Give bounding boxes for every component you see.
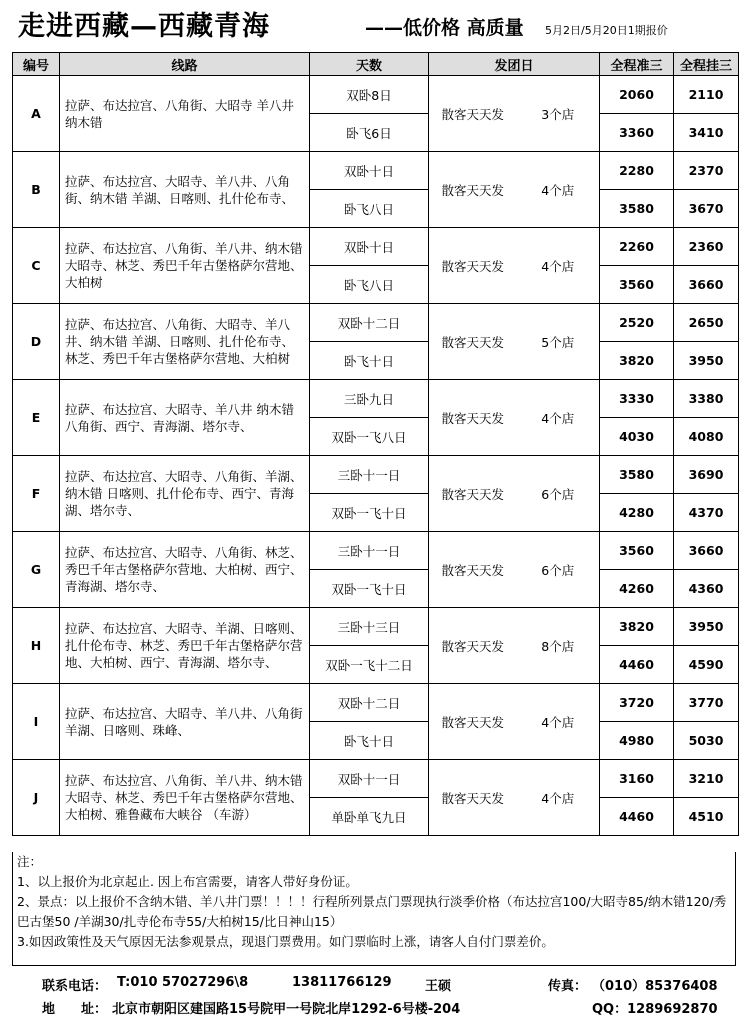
duration-option: 双卧十二日 [310,304,429,342]
note-item: 3.如因政策性及天气原因无法参观景点，现退门票费用。如门票临时上涨，请客人自付门票差价。 [17,934,554,949]
route-description: 拉萨、布达拉宫、八角街、羊八井、纳木错 大昭寺、林芝、秀巴千年古堡格萨尔营地、大柏树 [60,228,310,304]
price-hang: 3210 [674,760,739,798]
table-row [13,608,739,646]
fax-label: 传真： [548,979,588,994]
note-item: 2、景点：以上报价不含纳木错、羊八井门票！！！！行程所列景点门票现执行淡季价格（布达拉宫100/大昭寺85/纳木错120/秀巴古堡50 /羊湖30/扎寺伦布寺55/大柏树15/比日神山15） [17,894,727,929]
price-hang: 3660 [674,532,739,570]
route-description: 拉萨、布达拉宫、大昭寺、羊八井 纳木错 八角街、西宁、青海湖、塔尔寺、 [60,380,310,456]
note-item: 1、以上报价为北京起止. 因上布宫需要，请客人带好身份证。 [17,874,358,889]
duration-option: 卧飞十日 [310,722,429,760]
price-hang: 4080 [674,418,739,456]
col-header-price-std: 全程准三 [600,53,674,76]
route-code: I [13,684,60,760]
price-standard: 4460 [600,646,674,684]
notes-heading: 注： [17,854,43,869]
duration-option: 卧飞八日 [310,190,429,228]
col-header-code: 编号 [13,53,60,76]
duration-option: 三卧十三日 [310,608,429,646]
price-standard: 3580 [600,456,674,494]
col-header-route: 线路 [60,53,310,76]
departure-schedule: 散客天天发 [429,456,517,532]
price-hang: 3670 [674,190,739,228]
col-header-depart: 发团日 [429,53,600,76]
table-row [13,228,739,266]
price-standard: 2280 [600,152,674,190]
notes-section [12,852,736,966]
table-row [13,76,739,114]
duration-option: 三卧九日 [310,380,429,418]
route-code: G [13,532,60,608]
route-description: 拉萨、布达拉宫、大昭寺、羊湖、日喀则、扎什伦布寺、林芝、秀巴千年古堡格萨尔营地、大柏树、西宁、青海湖、塔尔寺、 [60,608,310,684]
shop-count: 8个店 [517,608,600,684]
price-standard: 2520 [600,304,674,342]
price-hang: 3950 [674,608,739,646]
shop-count: 4个店 [517,380,600,456]
route-description: 拉萨、布达拉宫、大昭寺、羊八井、八角街、纳木错 羊湖、日喀则、扎什伦布寺、 [60,152,310,228]
route-description: 拉萨、布达拉宫、八角街、大昭寺 羊八井 纳木错 [60,76,310,152]
address-text: 北京市朝阳区建国路15号院甲一号院北岸1292-6号楼-204 [112,1002,461,1017]
duration-option: 卧飞6日 [310,114,429,152]
price-standard: 4280 [600,494,674,532]
price-standard: 3360 [600,114,674,152]
route-description: 拉萨、布达拉宫、大昭寺、八角街、林芝、秀巴千年古堡格萨尔营地、大柏树、西宁、青海湖、塔尔寺、 [60,532,310,608]
price-standard: 2260 [600,228,674,266]
route-code: A [13,76,60,152]
table-header-row [13,53,739,76]
price-standard: 4460 [600,798,674,836]
departure-schedule: 散客天天发 [429,304,517,380]
duration-option: 双卧十一日 [310,760,429,798]
col-header-days: 天数 [310,53,429,76]
fax-number: （010）85376408 [592,979,718,994]
price-standard: 4260 [600,570,674,608]
duration-option: 双卧十日 [310,152,429,190]
price-standard: 4980 [600,722,674,760]
price-standard: 3330 [600,380,674,418]
departure-schedule: 散客天天发 [429,152,517,228]
duration-option: 双卧8日 [310,76,429,114]
duration-option: 双卧一飞十日 [310,494,429,532]
qq-number: QQ：1289692870 [592,1002,718,1017]
duration-option: 双卧十日 [310,228,429,266]
contact-person: 王硕 [425,979,452,994]
route-description: 拉萨、布达拉宫、八角街、大昭寺、羊八井、纳木错 羊湖、日喀则、扎什伦布寺、林芝、秀巴千年古堡格萨尔营地、大柏树 [60,304,310,380]
table-row [13,456,739,494]
table-row [13,304,739,342]
price-standard: 3560 [600,266,674,304]
page-subtitle: ——低价格 高质量 [365,17,524,39]
price-hang: 4370 [674,494,739,532]
contact-mobile: 13811766129 [292,975,392,990]
shop-count: 4个店 [517,684,600,760]
duration-option: 双卧一飞十二日 [310,646,429,684]
table-row [13,380,739,418]
route-code: E [13,380,60,456]
price-hang: 2370 [674,152,739,190]
price-hang: 3690 [674,456,739,494]
departure-schedule: 散客天天发 [429,532,517,608]
contact-label: 联系电话： [42,979,108,994]
table-row [13,684,739,722]
table-row [13,760,739,798]
price-standard: 3720 [600,684,674,722]
route-price-table [12,52,739,836]
address-label: 地 址： [42,1002,108,1017]
shop-count: 4个店 [517,228,600,304]
price-standard: 4030 [600,418,674,456]
price-hang: 2360 [674,228,739,266]
page-header [0,0,749,52]
route-code: D [13,304,60,380]
duration-option: 卧飞八日 [310,266,429,304]
price-standard: 3820 [600,342,674,380]
duration-option: 单卧单飞九日 [310,798,429,836]
price-standard: 3820 [600,608,674,646]
departure-schedule: 散客天天发 [429,380,517,456]
price-hang: 3770 [674,684,739,722]
table-row [13,152,739,190]
shop-count: 6个店 [517,456,600,532]
price-standard: 3160 [600,760,674,798]
route-code: C [13,228,60,304]
duration-option: 卧飞十日 [310,342,429,380]
price-hang: 4590 [674,646,739,684]
departure-schedule: 散客天天发 [429,608,517,684]
price-standard: 3560 [600,532,674,570]
shop-count: 4个店 [517,152,600,228]
table-row [13,532,739,570]
route-code: J [13,760,60,836]
duration-option: 双卧一飞八日 [310,418,429,456]
departure-schedule: 散客天天发 [429,228,517,304]
route-code: H [13,608,60,684]
contact-tel: T:010 57027296\8 [117,975,249,990]
price-hang: 3660 [674,266,739,304]
quote-period: 5月2日/5月20日1期报价 [545,24,668,37]
price-hang: 4360 [674,570,739,608]
price-hang: 3380 [674,380,739,418]
shop-count: 3个店 [517,76,600,152]
route-description: 拉萨、布达拉宫、八角街、羊八井、纳木错 大昭寺、林芝、秀巴千年古堡格萨尔营地、大柏树、雅鲁藏布大峡谷 （车游） [60,760,310,836]
price-standard: 3580 [600,190,674,228]
departure-schedule: 散客天天发 [429,684,517,760]
price-hang: 4510 [674,798,739,836]
route-description: 拉萨、布达拉宫、大昭寺、羊八井、八角街羊湖、日喀则、珠峰、 [60,684,310,760]
departure-schedule: 散客天天发 [429,760,517,836]
price-standard: 2060 [600,76,674,114]
page-title: 走进西藏—西藏青海 [18,11,270,42]
price-hang: 5030 [674,722,739,760]
price-hang: 3410 [674,114,739,152]
col-header-price-hang: 全程挂三 [674,53,739,76]
price-hang: 2110 [674,76,739,114]
duration-option: 三卧十一日 [310,532,429,570]
route-code: B [13,152,60,228]
departure-schedule: 散客天天发 [429,76,517,152]
shop-count: 5个店 [517,304,600,380]
price-hang: 2650 [674,304,739,342]
route-code: F [13,456,60,532]
duration-option: 双卧十二日 [310,684,429,722]
shop-count: 4个店 [517,760,600,836]
route-description: 拉萨、布达拉宫、大昭寺、八角街、羊湖、纳木错 日喀则、扎什伦布寺、西宁、青海湖、塔尔寺、 [60,456,310,532]
duration-option: 三卧十一日 [310,456,429,494]
price-hang: 3950 [674,342,739,380]
duration-option: 双卧一飞十日 [310,570,429,608]
shop-count: 6个店 [517,532,600,608]
